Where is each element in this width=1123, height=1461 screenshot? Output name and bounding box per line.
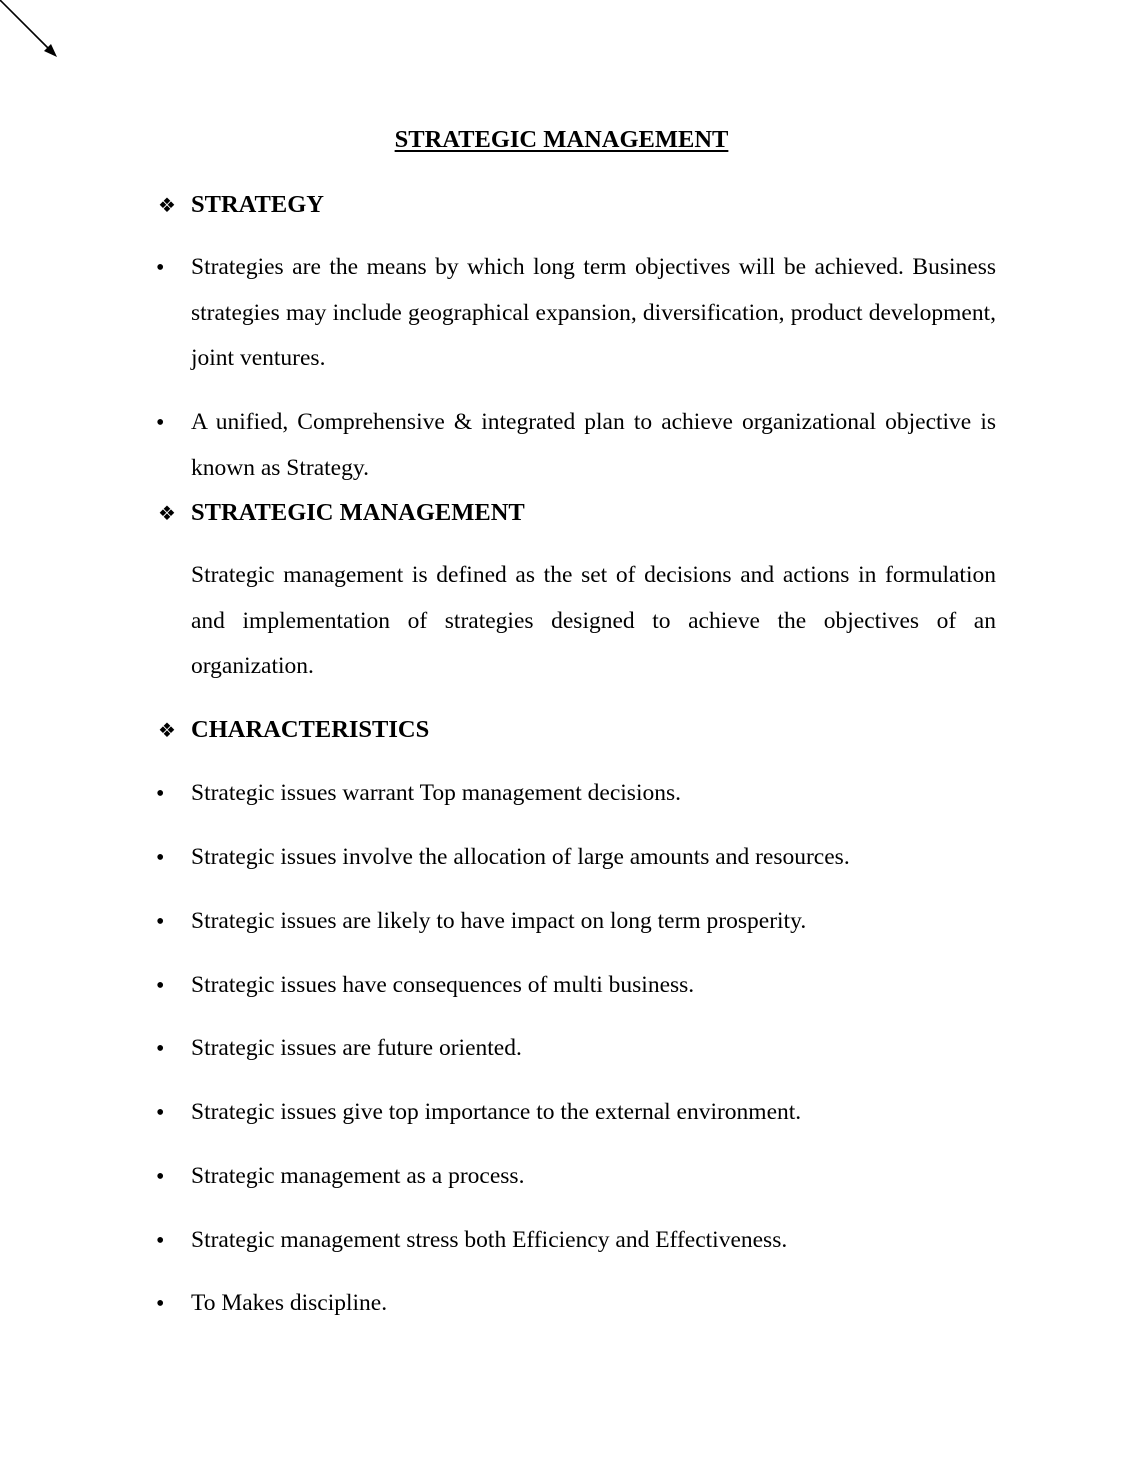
list-item: Strategic management as a process. [191, 1163, 525, 1189]
bullet-icon: • [156, 909, 165, 935]
list-item: To Makes discipline. [191, 1290, 388, 1316]
bullet-icon: • [156, 845, 165, 871]
page-title: STRATEGIC MANAGEMENT [394, 126, 729, 153]
bullet-icon: • [156, 1036, 165, 1062]
bullet-icon: • [156, 255, 165, 281]
list-item: Strategic issues give top importance to the external environment. [191, 1099, 802, 1125]
diamond-bullet-icon: ❖ [158, 501, 176, 525]
diamond-bullet-icon: ❖ [158, 193, 176, 217]
list-item: Strategic issues are likely to have impact on long term prosperity. [191, 908, 807, 934]
section-heading-characteristics: ❖ CHARACTERISTICS [158, 714, 429, 746]
list-item: A unified, Comprehensive & integrated plan to achieve organizational objective is known as Strategy. [191, 409, 996, 481]
list-item: Strategic issues are future oriented. [191, 1035, 522, 1061]
list-item: Strategic issues have consequences of multi business. [191, 972, 695, 998]
diamond-bullet-icon: ❖ [158, 718, 176, 742]
list-item: Strategic issues warrant Top management decisions. [191, 780, 681, 806]
bullet-icon: • [156, 1164, 165, 1190]
section-heading-strategy: ❖ STRATEGY [158, 189, 324, 221]
bullet-icon: • [156, 1100, 165, 1126]
definition-paragraph: Strategic management is defined as the set of decisions and actions in formulation and implementation of strategies designed to achieve the objectives of an organization. [191, 562, 996, 680]
list-item: Strategic management stress both Efficiency and Effectiveness. [191, 1227, 788, 1253]
corner-arrow-icon [0, 0, 70, 70]
bullet-icon: • [156, 973, 165, 999]
section-heading-strategic-management: ❖ STRATEGIC MANAGEMENT [158, 497, 525, 529]
bullet-icon: • [156, 410, 165, 436]
list-item: Strategic issues involve the allocation of large amounts and resources. [191, 844, 850, 870]
bullet-icon: • [156, 1228, 165, 1254]
bullet-icon: • [156, 781, 165, 807]
list-item: Strategies are the means by which long term objectives will be achieved. Business strategies may include geographical expansion, diversification, product development, joint ventures. [191, 254, 996, 372]
bullet-icon: • [156, 1291, 165, 1317]
